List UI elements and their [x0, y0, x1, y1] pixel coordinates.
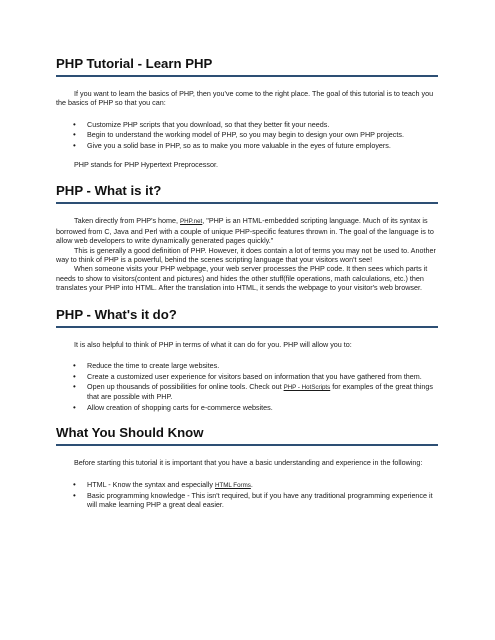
what-is-paragraph-2: This is generally a good definition of PHP. However, it does contain a lot of terms you may not be used to. Another way to think of PHP is a powerful, behind the scenes scripting language that your visitors won't see!	[56, 245, 436, 265]
what-is-paragraph-1	[56, 216, 438, 245]
list-item: • Allow creation of shopping carts for e-commerce websites.	[87, 403, 438, 412]
list-item-text: .	[250, 479, 253, 489]
list-item	[87, 382, 438, 402]
paragraph-text: , "PHP is an HTML-embedded scripting language. Much of its syntax is borrowed from C, Java and Perl with a couple of unique PHP-specific features thrown in. The goal of the language is to allow web developers to write dynamically generated pages quickly."	[56, 216, 434, 246]
section-title-what-you-should-know: What You Should Know	[56, 425, 438, 446]
php-definition-note: PHP stands for PHP Hypertext Preprocessor.	[74, 160, 218, 170]
what-it-does-intro: It is also helpful to think of PHP in terms of what it can do for you. PHP will allow you to:	[74, 339, 352, 349]
section-title-what-it-does: PHP - What's it do?	[56, 307, 438, 328]
what-is-paragraph-3: When someone visits your PHP webpage, your web server processes the PHP code. It then sees which parts it needs to show to visitors(content and pictures) and hides the other stuff(file operations, math calculations, etc.) then translates your PHP into HTML. After the translation into HTML, it sends the webpage to your visitor's web browser.	[56, 264, 428, 293]
list-item: • Reduce the time to create large websites.	[87, 361, 438, 370]
paragraph-text: Taken directly from PHP's home,	[74, 216, 181, 226]
list-item	[87, 480, 438, 490]
php-net-link[interactable]: PHP.net	[180, 218, 203, 226]
list-item: • Give you a solid base in PHP, so as to make you more valuable in the eyes of future employers.	[87, 141, 438, 150]
capabilities-list	[56, 361, 438, 412]
prerequisites-list	[56, 480, 438, 510]
list-item-text: for examples of the great things that are possible with PHP.	[87, 381, 433, 402]
section-title-what-is-it: PHP - What is it?	[56, 183, 438, 204]
intro-paragraph: If you want to learn the basics of PHP, then you've come to the right place. The goal of this tutorial is to teach you the basics of PHP so that you can:	[56, 89, 434, 108]
html-forms-link[interactable]: HTML Forms	[214, 481, 251, 489]
section-title-learn-php: PHP Tutorial - Learn PHP	[56, 56, 438, 77]
hotscripts-link[interactable]: PHP - HotScripts	[283, 383, 331, 391]
list-item-text: Open up thousands of possibilities for online tools. Check out	[87, 381, 284, 391]
list-item-text: HTML - Know the syntax and especially	[87, 479, 215, 489]
document-page	[56, 56, 438, 511]
list-item: • Customize PHP scripts that you download, so that they better fit your needs.	[87, 120, 438, 129]
list-item: • Begin to understand the working model of PHP, so you may begin to design your own PHP projects.	[87, 130, 438, 139]
list-item: • Basic programming knowledge - This isn't required, but if you have any traditional programming experience it will make learning PHP a great deal easier.	[87, 491, 438, 510]
goals-list	[56, 120, 438, 150]
prerequisites-intro: Before starting this tutorial it is important that you have a basic understanding and experience in the following:	[74, 458, 423, 468]
list-item: • Create a customized user experience for visitors based on information that you have gathered from them.	[87, 372, 438, 381]
